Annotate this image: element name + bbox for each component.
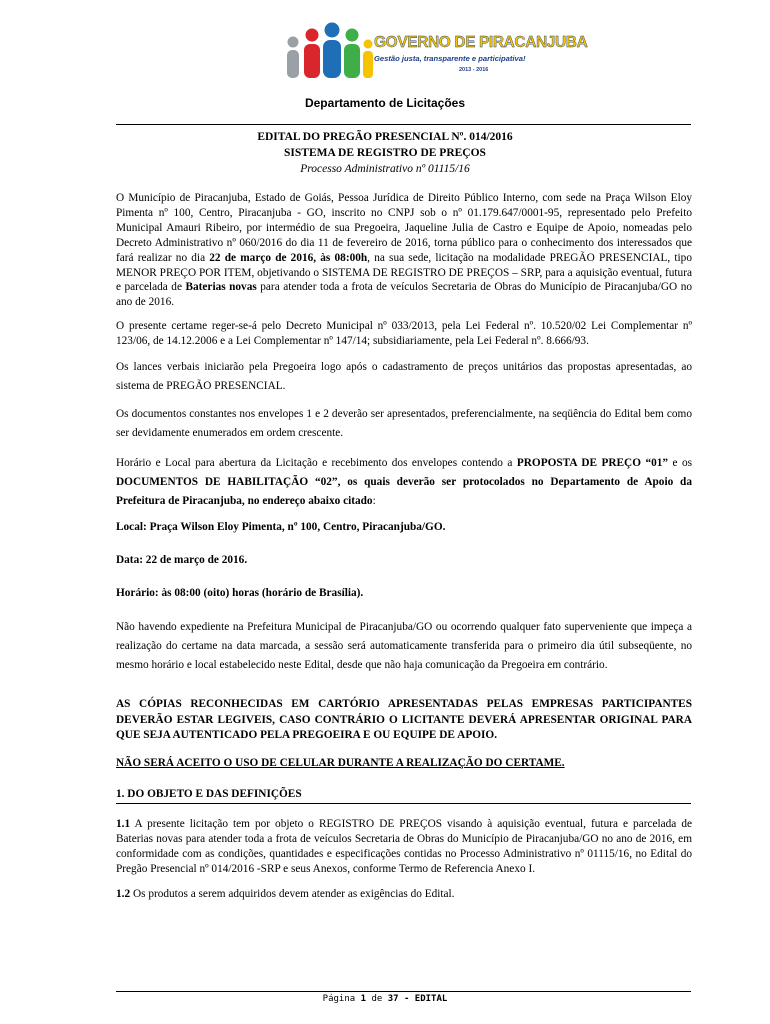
people-icon [282,20,374,80]
horario-local-paragraph: Horário e Local para abertura da Licitação e recebimento dos envelopes contendo a PROPOSTA DE PREÇO “01” e os DOCUMENTOS DE HABILITAÇÃO “02”, os quais deverão ser protocolados no Departamento de Apoio da Prefeitura de Piracanjuba, no endereço abaixo citado: [116,457,692,507]
celular-notice: NÃO SERÁ ACEITO O USO DE CELULAR DURANTE A REALIZAÇÃO DO CERTAME. [116,757,565,769]
processo-line: Processo Administrativo nº 01115/16 [300,163,470,175]
expediente-paragraph: Não havendo expediente na Prefeitura Municipal de Piracanjuba/GO ou ocorrendo qualquer fato superveniente que impeça a realização do certame na data marcada, a sessão será automaticamente transferida para o primeiro dia útil subseqüente, no mesmo horário e local estabelecido neste Edital, desde que não haja comunicação da Pregoeira em contrário. [116,621,692,671]
edital-title: EDITAL DO PREGÃO PRESENCIAL Nº. 014/2016 [257,131,513,143]
department-title: Departamento de Licitações [304,96,466,110]
governo-logo [282,20,588,80]
lances-paragraph: Os lances verbais iniciarão pela Pregoeira logo após o cadastramento de preços unitários das propostas apresentadas, ao sistema de PREGÃO PRESENCIAL. [116,361,692,392]
header-divider [116,124,691,125]
section-1-heading: 1. DO OBJETO E DAS DEFINIÇÕES [116,788,302,800]
footer-divider [116,991,691,992]
intro-paragraph: O Município de Piracanjuba, Estado de Goiás, Pessoa Jurídica de Direito Público Interno, com sede na Praça Wilson Eloy Pimenta nº 100, Centro, Piracanjuba - GO, inscrito no CNPJ sob o nº 01.179.647/0001-95, representado pelo Prefeito Municipal Amauri Ribeiro, por intermédio de sua Pregoeira, Jaqueline Julia de Castro e Equipe de Apoio, nomeadas pelo Decreto Administrativo nº 060/2016 do dia 11 de fevereiro de 2016, torna público para o conhecimento dos interessados que fará realizar no dia 22 de março de 2016, às 08:00h, na sua sede, licitação na modalidade PREGÃO PRESENCIAL, tipo MENOR PREÇO POR ITEM, objetivando o SISTEMA DE REGISTRO DE PREÇOS – SRP, para a aquisição eventual, futura e parcelada de Baterias novas para atender toda a frota de veículos Secretaria de Obras do Município de Piracanjuba/GO no ano de 2016. [116,192,693,309]
sistema-title: SISTEMA DE REGISTRO DE PREÇOS [284,147,486,159]
page-footer: Página 1 de 37 - EDITAL [322,994,448,1004]
item-1-1: 1.1 A presente licitação tem por objeto o REGISTRO DE PREÇOS visando à aquisição eventual, futura e parcelada de Baterias novas para atender toda a frota de veículos Secretaria de Obras do Município de Piracanjuba/GO no ano de 2016, em conformidade com as condições, quantidades e especificações contidas no Processo Administrativo nº 01115/16, no Edital do Pregão Presencial nº 014/2016 -SRP e seus Anexos, conforme Termo de Referencia Anexo I. [116,818,692,875]
documentos-paragraph: Os documentos constantes nos envelopes 1 e 2 deverão ser apresentados, preferencialmente, na seqüência do Edital bem como ser devidamente enumerados em ordem crescente. [116,408,692,439]
section-divider [116,803,691,804]
logo-years: 2013 - 2016 [459,67,489,73]
legal-basis-paragraph: O presente certame reger-se-á pelo Decreto Municipal nº 033/2013, pela Lei Federal nº. 10.520/02 Lei Complementar nº 123/06, de 14.12.2006 e a Lei Complementar nº 147/14; subsidiariamente, pela Lei Federal nº. 8.666/93. [116,320,692,347]
logo-slogan: Gestão justa, transparente e participativa! [374,54,526,63]
local-line: Local: Praça Wilson Eloy Pimenta, nº 100, Centro, Piracanjuba/GO. [116,521,446,533]
copias-notice: AS CÓPIAS RECONHECIDAS EM CARTÓRIO APRESENTADAS PELAS EMPRESAS PARTICIPANTES DEVERÃO ESTAR LEGIVEIS, CASO CONTRÁRIO O LICITANTE DEVERÁ APRESENTAR ORIGINAL PARA QUE SEJA AUTENTICADO PELA PREGOEIRA E OU EQUIPE DE APOIO. [116,698,692,741]
item-1-2: 1.2 Os produtos a serem adquiridos devem atender as exigências do Edital. [116,888,455,900]
data-line: Data: 22 de março de 2016. [116,554,248,566]
logo-title: GOVERNO DE PIRACANJUBA [374,34,588,51]
horario-line: Horário: às 08:00 (oito) horas (horário de Brasília). [116,587,364,599]
